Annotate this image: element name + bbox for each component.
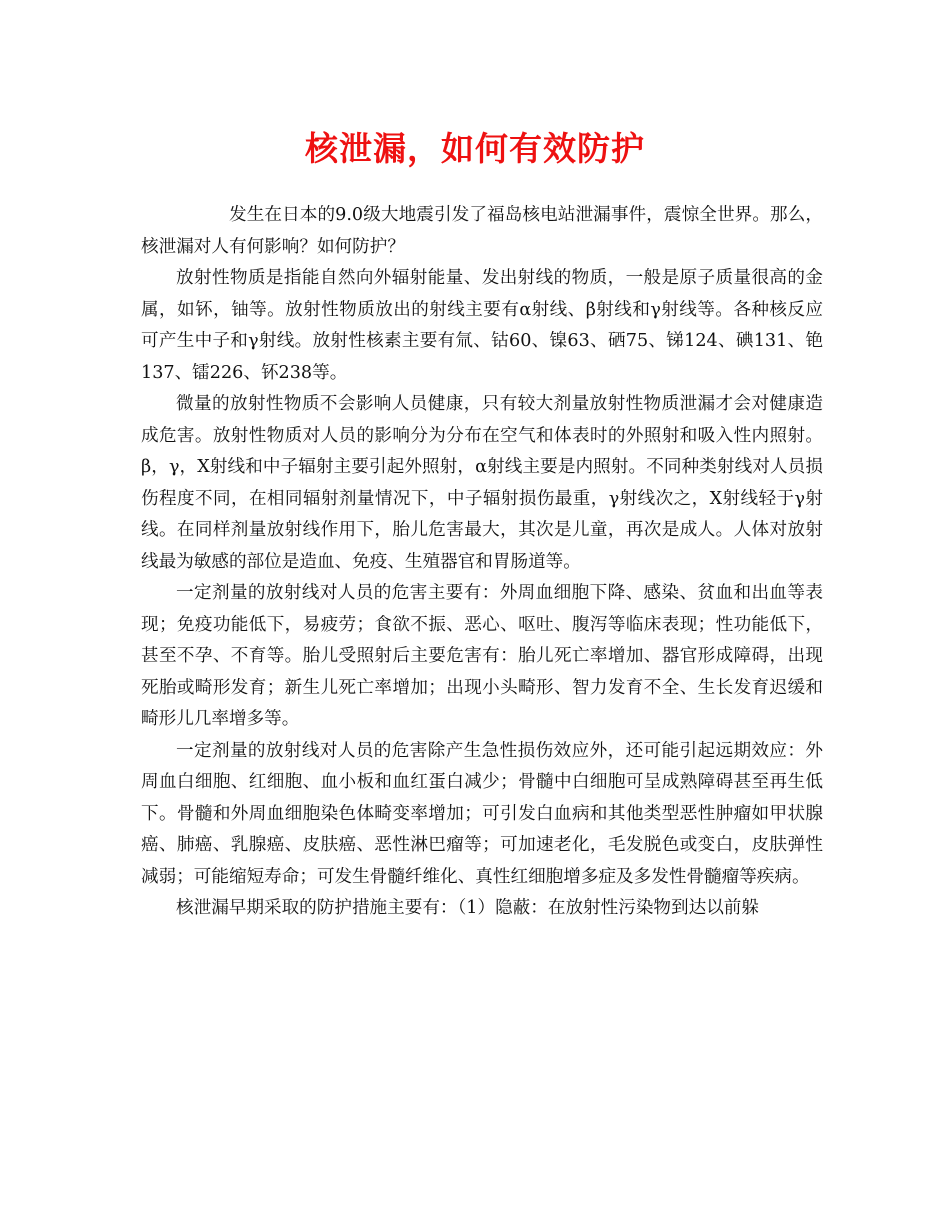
document-title: 核泄漏，如何有效防护 (305, 129, 645, 168)
paragraph-long-term-effects: 一定剂量的放射线对人员的危害除产生急性损伤效应外，还可能引起远期效应：外周血白细胞、红细胞、血小板和血红蛋白减少；骨髓中白细胞可呈成熟障碍甚至再生低下。骨髓和外周血细胞染色体畸变率增加；可引发白血病和其他类型恶性肿瘤如甲状腺癌、肺癌、乳腺癌、皮肤癌、恶性淋巴瘤等；可加速老化，毛发脱色或变白，皮肤弹性减弱；可能缩短寿命；可发生骨髓纤维化、真性红细胞增多症及多发性骨髓瘤等疾病。 (141, 740, 823, 887)
document-body (141, 200, 823, 925)
paragraph-intro: 发生在日本的9.0级大地震引发了福岛核电站泄漏事件，震惊全世界。那么，核泄漏对人有何影响？如何防护？ (141, 205, 823, 257)
paragraph-acute-harm: 一定剂量的放射线对人员的危害主要有：外周血细胞下降、感染、贫血和出血等表现；免疫功能低下，易疲劳；食欲不振、恶心、呕吐、腹泻等临床表现；性功能低下，甚至不孕、不育等。胎儿受照射后主要危害有：胎儿死亡率增加、器官形成障碍，出现死胎或畸形发育；新生儿死亡率增加；出现小头畸形、智力发育不全、生长发育迟缓和畸形儿几率增多等。 (141, 583, 823, 729)
paragraph-health-effects: 微量的放射性物质不会影响人员健康，只有较大剂量放射性物质泄漏才会对健康造成危害。放射性物质对人员的影响分为分布在空气和体表时的外照射和吸入性内照射。β，γ，X射线和中子辐射主要引起外照射，α射线主要是内照射。不同种类射线对人员损伤程度不同，在相同辐射剂量情况下，中子辐射损伤最重，γ射线次之，X射线轻于γ射线。在同样剂量放射线作用下，胎儿危害最大，其次是儿童，再次是成人。人体对放射线最为敏感的部位是造血、免疫、生殖器官和胃肠道等。 (141, 394, 823, 572)
paragraph-protective-measures: 核泄漏早期采取的防护措施主要有：（1）隐蔽：在放射性污染物到达以前躲 (176, 898, 759, 918)
paragraph-radioactive-materials: 放射性物质是指能自然向外辐射能量、发出射线的物质，一般是原子质量很高的金属，如钚，铀等。放射性物质放出的射线主要有α射线、β射线和γ射线等。各种核反应可产生中子和γ射线。放射性核素主要有氚、钴60、镍63、硒75、锑124、碘131、铯137、镭226、钚238等。 (141, 268, 823, 383)
